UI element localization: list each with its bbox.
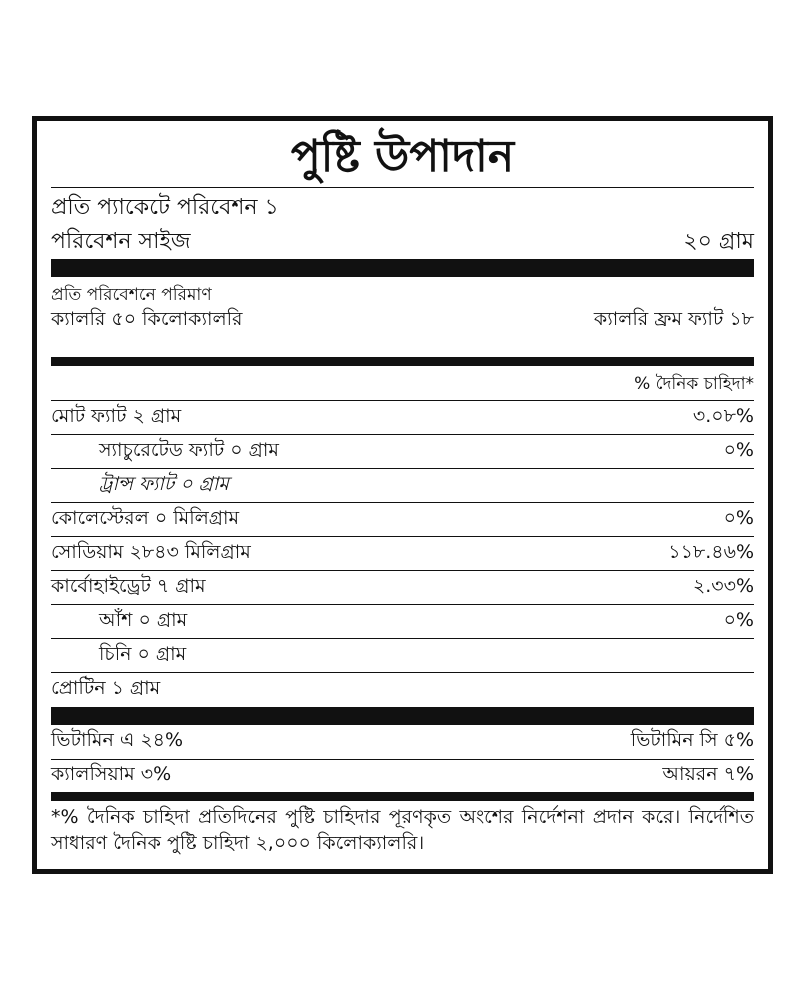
- vitamin-a: ভিটামিন এ ২৪%: [51, 729, 184, 751]
- vitamin-row-2: [51, 760, 754, 792]
- nutrient-row-carbohydrate: [51, 571, 754, 604]
- nutrient-daily-value: ০%: [723, 506, 754, 529]
- nutrient-daily-value: ০%: [723, 438, 754, 461]
- nutrient-row-fiber: [51, 605, 754, 638]
- nutrition-facts-label: [32, 116, 773, 874]
- footnote: *% দৈনিক চাহিদা প্রতিদিনের পুষ্টি চাহিদার পূরণকৃত অংশের নির্দেশনা প্রদান করে। নির্দেশিত সাধারণ দৈনিক পুষ্টি চাহিদা ২,০০০ কিলোক্যালরি।: [51, 806, 754, 854]
- amount-per-serving-row: [51, 285, 754, 307]
- servings-per-package: প্রতি প্যাকেটে পরিবেশন ১: [51, 194, 279, 220]
- nutrient-daily-value: ৩.০৮%: [692, 404, 754, 427]
- label-title: পুষ্টি উপাদান: [290, 131, 515, 182]
- nutrient-label: চিনি ০ গ্রাম: [99, 642, 187, 665]
- nutrient-label: মোট ফ্যাট ২ গ্রাম: [51, 404, 182, 427]
- iron: আয়রন ৭%: [662, 763, 754, 785]
- calcium: ক্যালসিয়াম ৩%: [51, 763, 172, 785]
- thick-divider: [51, 707, 754, 725]
- serving-size-value: ২০ গ্রাম: [683, 228, 754, 254]
- nutrient-row-sugar: [51, 639, 754, 672]
- nutrient-row-cholesterol: [51, 503, 754, 536]
- calories-row: [51, 307, 754, 335]
- serving-size-row: [51, 225, 754, 259]
- calories-from-fat: ক্যালরি ফ্রম ফ্যাট ১৮: [593, 308, 754, 330]
- medium-divider: [51, 357, 754, 366]
- medium-divider: [51, 792, 754, 801]
- nutrient-label: প্রোটিন ১ গ্রাম: [51, 676, 161, 699]
- nutrient-label: ট্রান্স ফ্যাট ০ গ্রাম: [99, 472, 229, 495]
- nutrient-row-saturated-fat: [51, 435, 754, 468]
- daily-value-header: % দৈনিক চাহিদা*: [634, 374, 754, 394]
- nutrient-label: স্যাচুরেটেড ফ্যাট ০ গ্রাম: [99, 438, 279, 461]
- servings-per-package-row: [51, 191, 754, 225]
- nutrient-label: কোলেস্টেরল ০ মিলিগ্রাম: [51, 506, 240, 529]
- thick-divider: [51, 259, 754, 277]
- amount-per-serving: প্রতি পরিবেশনে পরিমাণ: [51, 285, 212, 305]
- nutrient-row-sodium: [51, 537, 754, 570]
- nutrient-daily-value: ২.৩৩%: [692, 574, 754, 597]
- serving-size-label: পরিবেশন সাইজ: [51, 228, 191, 254]
- calories: ক্যালরি ৫০ কিলোক্যালরি: [51, 308, 243, 330]
- nutrient-row-protein: [51, 673, 754, 706]
- nutrient-label: সোডিয়াম ২৮৪৩ মিলিগ্রাম: [51, 540, 251, 563]
- vitamin-row-1: [51, 725, 754, 759]
- vitamin-c: ভিটামিন সি ৫%: [630, 729, 754, 751]
- divider: [51, 187, 754, 188]
- nutrient-daily-value: ০%: [723, 608, 754, 631]
- nutrient-row-trans-fat: [51, 469, 754, 502]
- nutrient-daily-value: ১১৮.৪৬%: [668, 540, 754, 563]
- daily-value-header-row: [51, 371, 754, 399]
- nutrient-label: আঁশ ০ গ্রাম: [99, 608, 188, 631]
- nutrient-label: কার্বোহাইড্রেট ৭ গ্রাম: [51, 574, 206, 597]
- nutrient-row-total-fat: [51, 401, 754, 434]
